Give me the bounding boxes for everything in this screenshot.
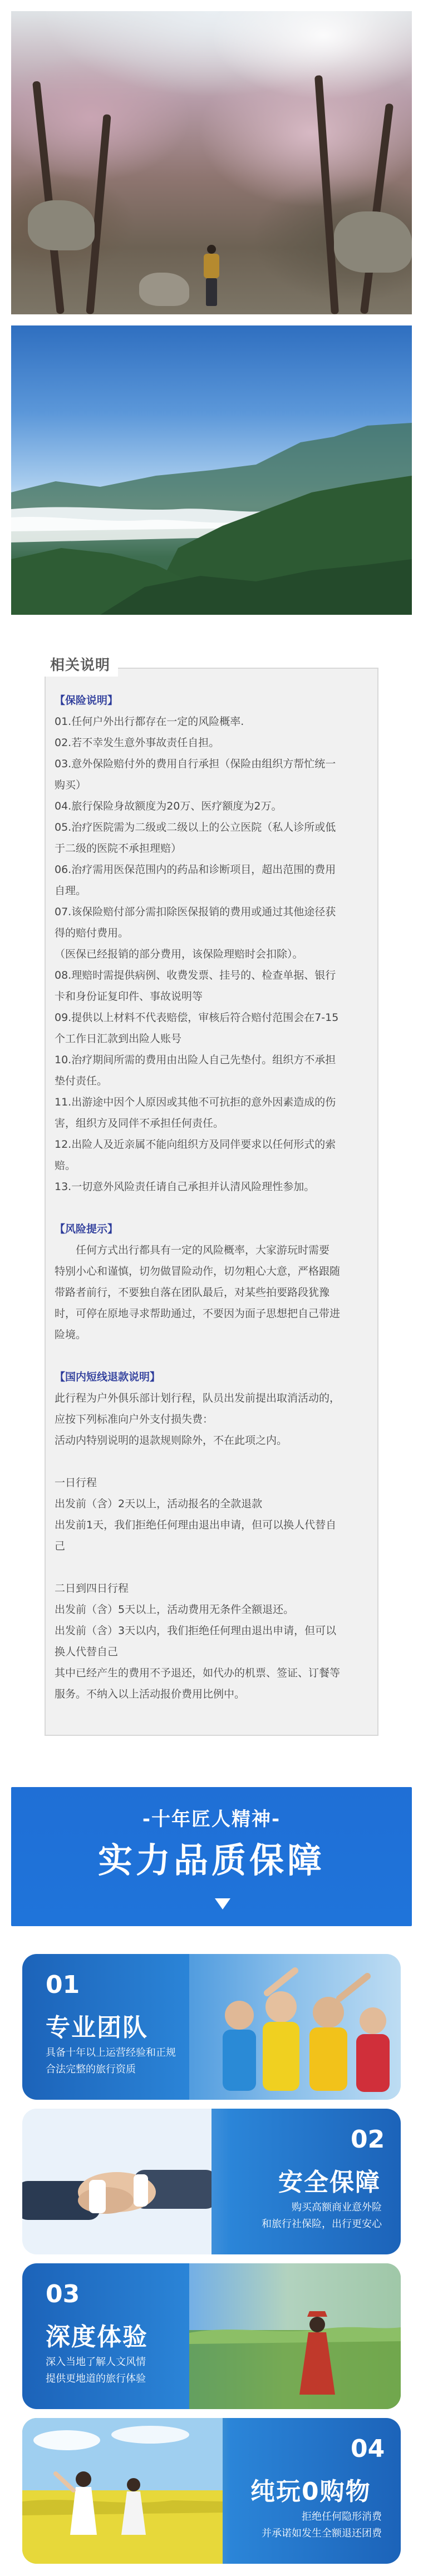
tree-trunk xyxy=(32,81,65,314)
notes-spacer xyxy=(55,1451,368,1472)
card-desc-line1: 具备十年以上运营经验和正规 xyxy=(46,2047,176,2059)
card-title: 纯玩0购物 xyxy=(250,2478,371,2506)
notes-title: 相关说明 xyxy=(50,657,111,674)
notes-line: 出发前（含）2天以上，活动报名的全款退款 xyxy=(55,1498,263,1510)
notes-line: 二日到四日行程 xyxy=(55,1582,129,1595)
notes-line: 03.意外保险赔付外的费用自行承担（保险由组织方帮忙统一 xyxy=(55,758,336,770)
flower-field-photo-art xyxy=(22,2418,223,2564)
notes-line: 一日行程 xyxy=(55,1477,97,1489)
notes-spacer xyxy=(55,1345,368,1366)
card-desc-line1: 深入当地了解人文风情 xyxy=(46,2356,146,2368)
notes-line: 出发前（含）3天以内，我们拒绝任何理由退出申请，但可以 xyxy=(55,1625,337,1637)
card-title: 深度体验 xyxy=(46,2323,148,2351)
photo-mountain-cloud-sea xyxy=(11,325,412,615)
banner-subtitle: -十年匠人精神- xyxy=(142,1808,281,1830)
notes-section-heading: 【风险提示】 xyxy=(55,1223,119,1235)
notes-line: 得的赔付费用。 xyxy=(55,927,129,939)
notes-line: 06.治疗需用医保范围内的药品和诊断项目，超出范围的费用 xyxy=(55,863,336,876)
notes-line: 05.治疗医院需为二级或二级以上的公立医院（私人诊所或低 xyxy=(55,821,336,833)
notes-line: 赔。 xyxy=(55,1159,76,1172)
card-desc-line2: 和旅行社保险，出行更安心 xyxy=(262,2218,382,2230)
notes-line: 08.理赔时需提供病例、收费发票、挂号的、检查单据、银行 xyxy=(55,969,336,981)
notes-line: 任何方式出行都具有一定的风险概率，大家游玩时需要 xyxy=(55,1244,330,1256)
card-number: 04 xyxy=(351,2435,385,2463)
notes-line: 11.出游途中因个人原因或其他不可抗拒的意外因素造成的伤 xyxy=(55,1096,336,1108)
notes-section-heading: 【国内短线退款说明】 xyxy=(55,1371,161,1383)
notes-line: 12.出险人及近亲属不能向组织方及同伴要求以任何形式的索 xyxy=(55,1138,336,1151)
notes-line: 应按下列标准向户外支付损失费： xyxy=(55,1413,214,1425)
card-desc-line1: 拒绝任何隐形消费 xyxy=(302,2511,382,2523)
notes-line: 垫付责任。 xyxy=(55,1075,108,1087)
notes-line: 换人代替自己 xyxy=(55,1646,119,1658)
feature-card-professional-team xyxy=(22,1954,401,2100)
rock xyxy=(139,273,189,306)
notes-body xyxy=(55,690,368,1705)
card-title: 安全保障 xyxy=(278,2168,381,2197)
feature-card-safety xyxy=(22,2109,401,2254)
notes-line: 时，可停在原地寻求帮助通过，不要因为面子思想把自己带进 xyxy=(55,1307,341,1320)
notes-line: 09.提供以上材料不代表赔偿，审核后符合赔付范围会在7-15 xyxy=(55,1011,339,1024)
notes-spacer xyxy=(55,1557,368,1578)
grassland-photo-art xyxy=(189,2263,401,2409)
notes-line: 自理。 xyxy=(55,885,87,897)
hiker-figure xyxy=(201,245,222,306)
notes-line: 01.任何户外出行都存在一定的风险概率. xyxy=(55,715,244,728)
notes-line: 带路者前行，不要独自落在团队最后，对某些拍要路段犹豫 xyxy=(55,1286,330,1299)
notes-line: 己 xyxy=(55,1540,66,1552)
notes-line: 其中已经产生的费用不予退还，如代办的机票、签证、订餐等 xyxy=(55,1667,341,1679)
notes-line: 13.一切意外风险责任请自己承担并认清风险理性参加。 xyxy=(55,1181,315,1193)
notes-title-wrap xyxy=(42,654,118,677)
notes-spacer xyxy=(55,1197,368,1218)
triangle-down-icon xyxy=(215,1898,230,1909)
feature-card-no-shopping xyxy=(22,2418,401,2564)
notes-line: （医保已经报销的部分费用，该保险理赔时会扣除）。 xyxy=(55,948,303,960)
card-title: 专业团队 xyxy=(46,2014,148,2042)
notes-line: 10.治疗期间所需的费用由出险人自己先垫付。组织方不承担 xyxy=(55,1054,336,1066)
notes-line: 购买） xyxy=(55,779,87,791)
card-desc-line2: 提供更地道的旅行体验 xyxy=(46,2373,146,2385)
notes-line: 险境。 xyxy=(55,1329,87,1341)
tree-trunk xyxy=(360,103,394,314)
card-number: 01 xyxy=(46,1971,80,1999)
quality-banner xyxy=(11,1787,412,1926)
notes-line: 害，组织方及同伴不承担任何责任。 xyxy=(55,1117,224,1129)
card-number: 02 xyxy=(351,2125,385,2154)
banner-title: 实力品质保障 xyxy=(97,1840,325,1881)
card-desc-line2: 并承诺如发生全额退还团费 xyxy=(262,2528,382,2539)
rock xyxy=(28,200,95,250)
feature-card-deep-experience xyxy=(22,2263,401,2409)
card-desc-line2: 合法完整的旅行资质 xyxy=(46,2064,136,2075)
notes-line: 此行程为户外俱乐部计划行程，队员出发前提出取消活动的， xyxy=(55,1392,341,1404)
notes-line: 02.若不幸发生意外事故责任自担。 xyxy=(55,737,220,749)
notes-line: 个工作日汇款到出险人账号 xyxy=(55,1033,182,1045)
notes-line: 04.旅行保险身故额度为20万、医疗额度为2万。 xyxy=(55,800,282,812)
notes-line: 卡和身份证复印件、事故说明等 xyxy=(55,990,203,1003)
notes-line: 出发前1天，我们拒绝任何理由退出申请，但可以换人代替自 xyxy=(55,1519,337,1531)
notes-line: 于二级的医院不承担理赔） xyxy=(55,842,182,855)
notes-line: 出发前（含）5天以上，活动费用无条件全额退还。 xyxy=(55,1603,294,1616)
photo-blossom-forest-path xyxy=(11,11,412,314)
card-desc-line1: 购买高额商业意外险 xyxy=(292,2202,382,2213)
card-number: 03 xyxy=(46,2280,80,2308)
mountain-silhouette xyxy=(11,325,412,615)
notes-line: 特别小心和谨慎，切勿做冒险动作，切勿粗心大意，严格跟随 xyxy=(55,1265,341,1277)
tree-trunk xyxy=(314,75,339,314)
notes-line: 活动内特别说明的退款规则除外，不在此项之内。 xyxy=(55,1434,288,1447)
handshake-art xyxy=(22,2109,212,2254)
notes-line: 服务。不纳入以上活动报价费用比例中。 xyxy=(55,1688,245,1700)
notes-section-heading: 【保险说明】 xyxy=(55,694,119,707)
rock xyxy=(334,211,412,273)
team-photo-art xyxy=(189,1954,401,2100)
notes-line: 07.该保险赔付部分需扣除医保报销的费用或通过其他途径获 xyxy=(55,906,336,918)
